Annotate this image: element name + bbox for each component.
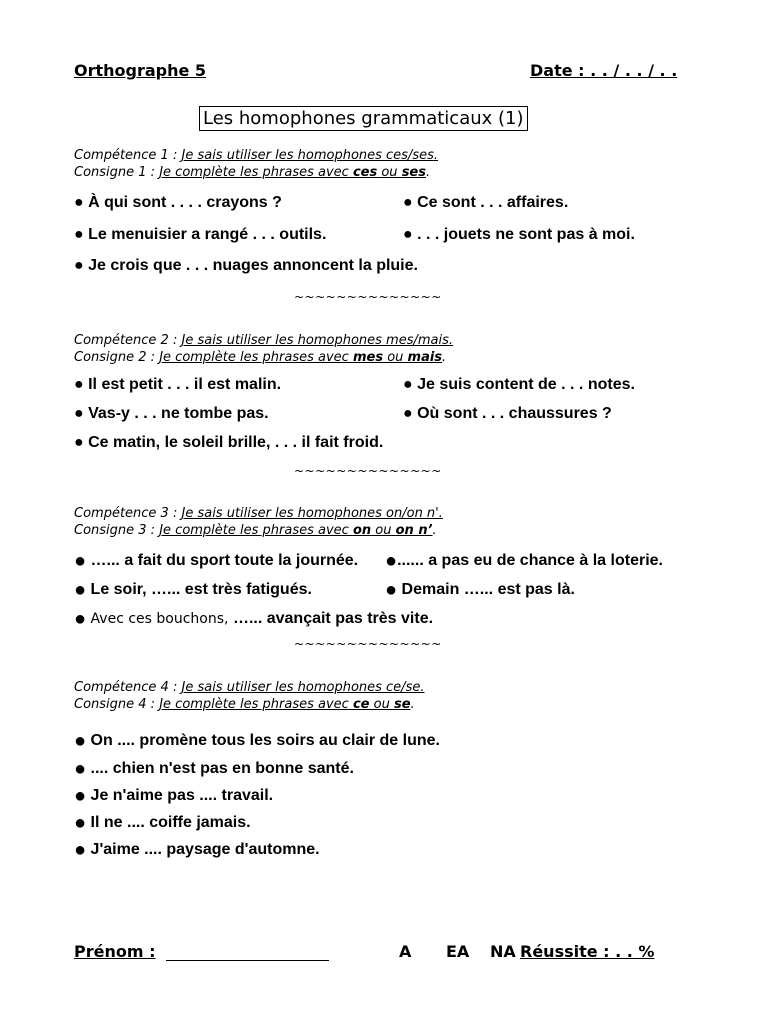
exercise-2-e: ● Ce matin, le soleil brille, . . . il fait froid.	[74, 434, 384, 451]
exercise-4-a: ● On .... promène tous les soirs au clair de lune.	[74, 730, 440, 752]
separator: ~~~~~~~~~~~~~~	[294, 637, 442, 651]
exercise-3-e: ● Avec ces bouchons, …... avançait pas très vite.	[74, 608, 434, 630]
competence-3: Compétence 3 : Je sais utiliser les homophones on/on n'. Consigne 3 : Je complète les phrases avec on ou on n’.	[74, 506, 443, 538]
exercise-4-b: ● .... chien n'est pas en bonne santé.	[74, 758, 354, 780]
page-title: Les homophones grammaticaux (1)	[199, 106, 528, 131]
exercise-4-d: ● Il ne .... coiffe jamais.	[74, 812, 251, 834]
separator: ~~~~~~~~~~~~~~	[294, 290, 442, 304]
prenom-input-line[interactable]	[166, 945, 329, 961]
exercise-2-c: ● Vas-y . . . ne tombe pas.	[74, 405, 269, 422]
exercise-4-c: ● Je n'aime pas .... travail.	[74, 785, 274, 807]
exercise-2-d: ● Où sont . . . chaussures ?	[403, 405, 612, 422]
exercise-2-a: ● Il est petit . . . il est malin.	[74, 376, 282, 393]
exercise-3-d: ● Demain …... est pas là.	[385, 579, 575, 601]
competence-2: Compétence 2 : Je sais utiliser les homophones mes/mais. Consigne 2 : Je complète les phrases avec mes ou mais.	[74, 333, 453, 365]
grade-ea: EA	[446, 942, 470, 961]
exercise-4-e: ● J'aime .... paysage d'automne.	[74, 839, 320, 861]
exercise-1-b: ● Ce sont . . . affaires.	[403, 194, 569, 211]
exercise-1-a: ● À qui sont . . . . crayons ?	[74, 194, 282, 211]
competence-4: Compétence 4 : Je sais utiliser les homophones ce/se. Consigne 4 : Je complète les phrases avec ce ou se.	[74, 680, 425, 712]
exercise-2-b: ● Je suis content de . . . notes.	[403, 376, 635, 393]
grade-na: NA	[490, 942, 516, 961]
exercise-3-c: ● Le soir, …... est très fatigués.	[74, 579, 312, 601]
exercise-3-a: ● …... a fait du sport toute la journée.	[74, 550, 359, 572]
reussite-field: Réussite : . . %	[520, 942, 655, 961]
competence-1: Compétence 1 : Je sais utiliser les homophones ces/ses. Consigne 1 : Je complète les phrases avec ces ou ses.	[74, 148, 439, 180]
worksheet-title: Orthographe 5	[74, 61, 207, 80]
exercise-1-e: ● Je crois que . . . nuages annoncent la pluie.	[74, 257, 418, 274]
exercise-3-b: ●...... a pas eu de chance à la loterie.	[385, 550, 663, 572]
separator: ~~~~~~~~~~~~~~	[294, 464, 442, 478]
date-field: Date : . . / . . / . .	[530, 61, 678, 80]
exercise-1-d: ● . . . jouets ne sont pas à moi.	[403, 226, 635, 243]
grade-a: A	[399, 942, 412, 961]
exercise-1-c: ● Le menuisier a rangé . . . outils.	[74, 226, 327, 243]
prenom-label: Prénom :	[74, 942, 156, 961]
